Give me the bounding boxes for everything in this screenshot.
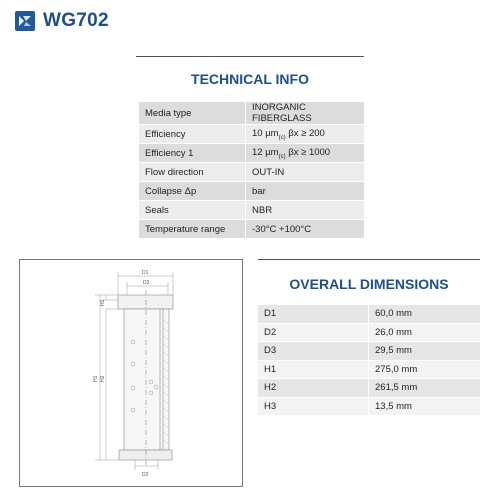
spec-value xyxy=(246,144,365,163)
dimension-label: H2 xyxy=(258,379,369,398)
dimension-value: 261,5 mm xyxy=(369,379,481,398)
overall-dimensions-table xyxy=(258,305,480,416)
section-divider xyxy=(136,56,364,57)
table-row xyxy=(258,360,480,379)
spec-label: Flow direction xyxy=(139,163,246,182)
spec-value: -30°C +100°C xyxy=(246,220,365,239)
dimension-value: 29,5 mm xyxy=(369,342,481,361)
dimension-label: D2 xyxy=(258,323,369,342)
spec-label: Collapse Δp xyxy=(139,182,246,201)
dimension-label: H1 xyxy=(258,360,369,379)
table-row xyxy=(139,102,364,125)
spec-value-prefix: 10 µm xyxy=(252,127,279,139)
spec-label: Media type xyxy=(139,102,246,125)
spec-value: OUT-IN xyxy=(246,163,365,182)
spec-value-suffix: βx ≥ 1000 xyxy=(285,146,331,158)
product-code: WG702 xyxy=(43,10,109,31)
dimension-label-h3: H3 xyxy=(100,299,106,306)
dimension-label: H3 xyxy=(258,397,369,416)
spec-value xyxy=(246,125,365,144)
table-row xyxy=(139,163,364,182)
table-row xyxy=(258,323,480,342)
page-header xyxy=(15,10,109,32)
table-row xyxy=(258,305,480,323)
overall-dimensions-title: OVERALL DIMENSIONS xyxy=(289,276,449,292)
table-row xyxy=(139,125,364,144)
spec-label: Temperature range xyxy=(139,220,246,239)
dimension-label: D3 xyxy=(258,342,369,361)
table-row xyxy=(139,144,364,163)
dimension-value: 13,5 mm xyxy=(369,397,481,416)
dimension-label-d1: D1 xyxy=(142,270,149,276)
filter-element-drawing xyxy=(20,260,242,486)
dimension-value: 26,0 mm xyxy=(369,323,481,342)
technical-drawing xyxy=(19,259,243,487)
spec-value: INORGANIC FIBERGLASS xyxy=(246,102,365,125)
dimension-label-h2: H2 xyxy=(100,375,106,382)
spec-value: NBR xyxy=(246,201,365,220)
table-row xyxy=(258,379,480,398)
dimension-label-d2: D2 xyxy=(142,472,149,478)
technical-info-table xyxy=(139,102,364,239)
spec-value: bar xyxy=(246,182,365,201)
table-row xyxy=(258,342,480,361)
table-row xyxy=(139,201,364,220)
spec-value-prefix: 12 µm xyxy=(252,146,279,158)
dimension-value: 275,0 mm xyxy=(369,360,481,379)
technical-info-title: TECHNICAL INFO xyxy=(191,71,309,87)
dimension-label-d3: D3 xyxy=(143,280,150,286)
spec-value-suffix: βx ≥ 200 xyxy=(285,127,325,139)
table-row xyxy=(258,397,480,416)
spec-value-subscript: (c) xyxy=(278,134,286,141)
spec-label: Efficiency xyxy=(139,125,246,144)
spec-label: Efficiency 1 xyxy=(139,144,246,163)
section-divider xyxy=(258,259,480,260)
table-row xyxy=(139,220,364,239)
dimension-value: 60,0 mm xyxy=(369,305,481,323)
spec-label: Seals xyxy=(139,201,246,220)
dimension-label: D1 xyxy=(258,305,369,323)
brand-logo-icon xyxy=(15,11,35,31)
table-row xyxy=(139,182,364,201)
spec-value-subscript: (c) xyxy=(278,153,286,160)
dimension-label-h1: H1 xyxy=(93,375,99,382)
